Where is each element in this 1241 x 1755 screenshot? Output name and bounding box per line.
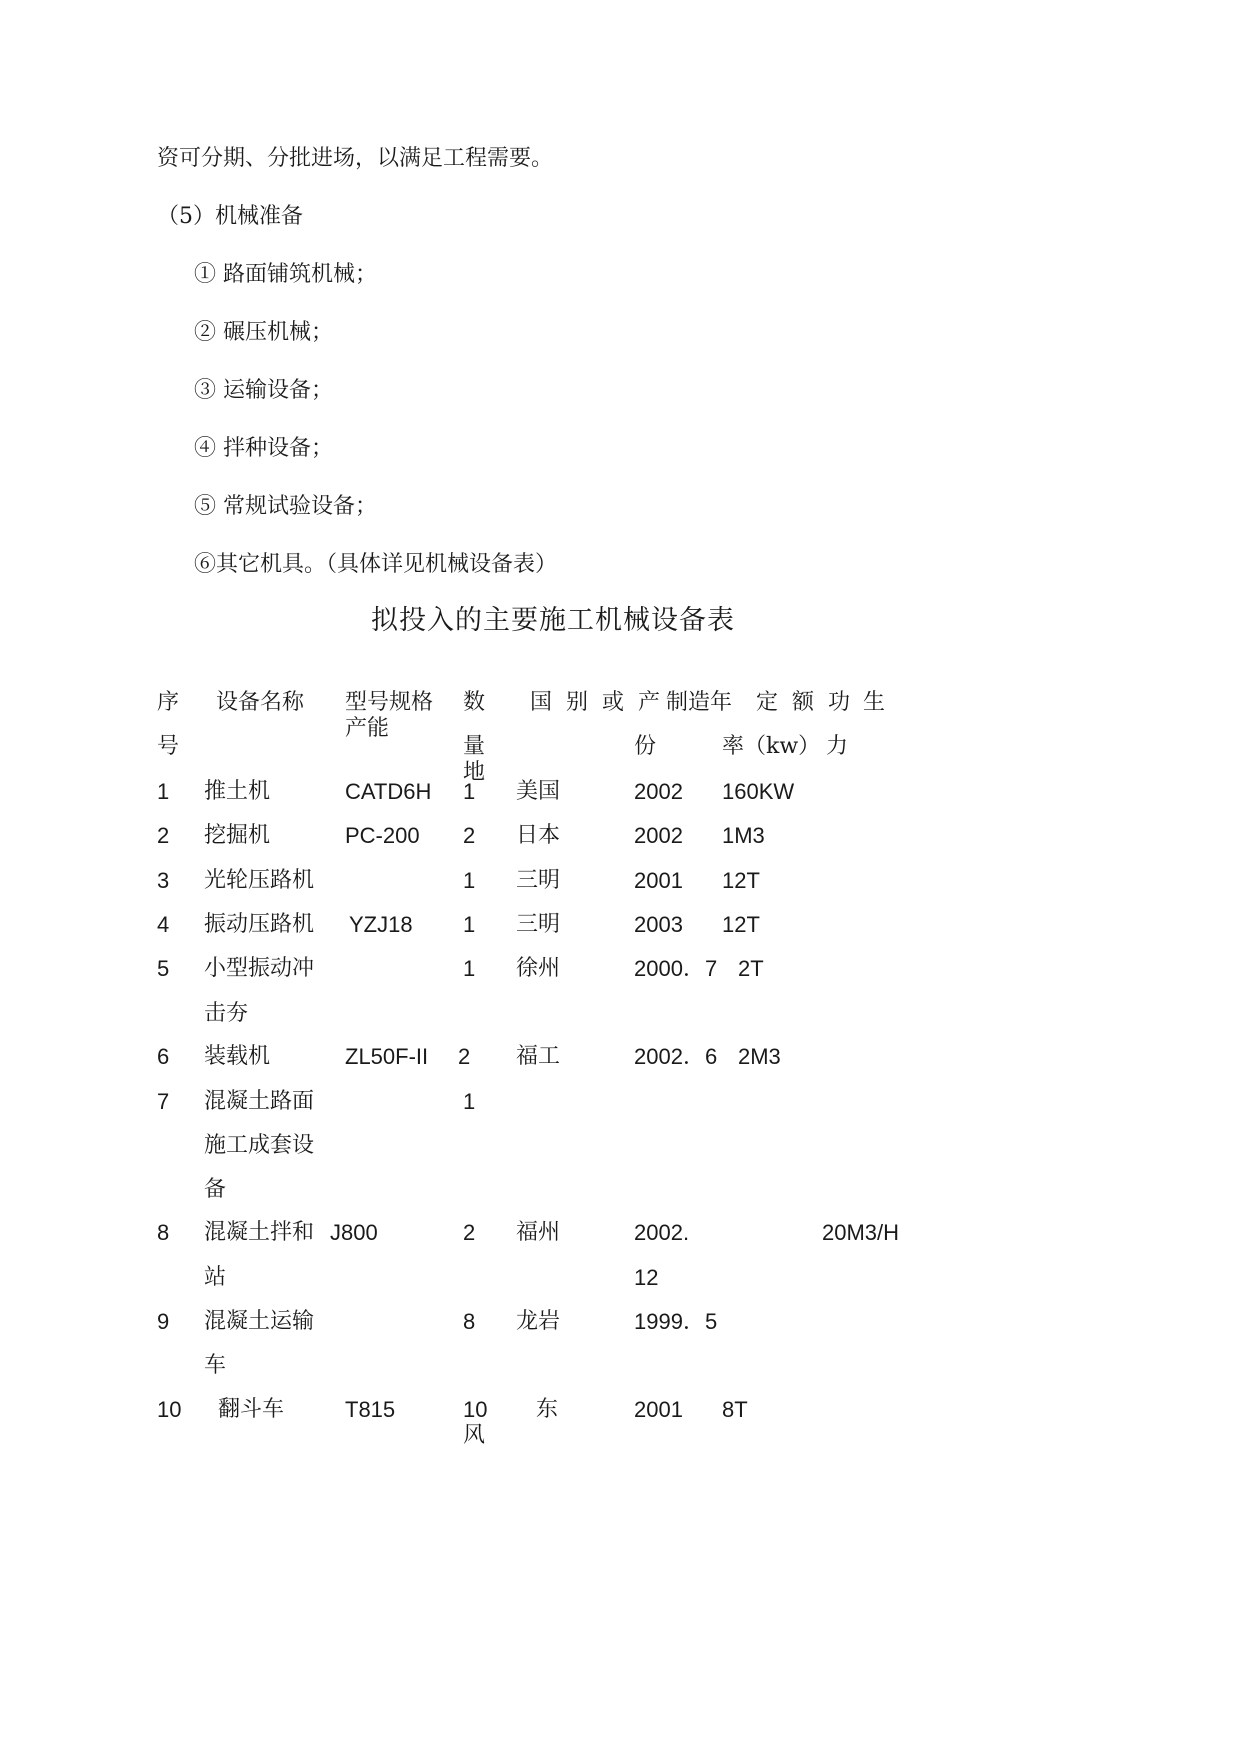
cell-origin: 徐州	[516, 956, 561, 981]
cell-qty: 10	[463, 1397, 488, 1422]
cell-year: 2000．7	[634, 956, 718, 981]
cell-power: 8T	[722, 1397, 748, 1422]
header-model: 产能	[345, 716, 390, 741]
cell-origin: 福州	[516, 1220, 561, 1245]
cell-year: 2002	[634, 779, 683, 804]
cell-power: 2M3	[738, 1044, 781, 1069]
cell-qty: 2	[463, 823, 476, 848]
cell-year: 2002．6	[634, 1044, 718, 1069]
cell-name: 振动压路机	[204, 912, 315, 937]
cell-name: 混凝土路面	[204, 1089, 315, 1114]
header-origin: 国别或产	[530, 690, 675, 715]
cell-qty: 1	[463, 956, 476, 981]
cell-qty: 1	[463, 779, 476, 804]
cell-origin: 日本	[516, 823, 561, 848]
cell-name: 混凝土拌和	[204, 1220, 315, 1245]
cell-seq: 1	[157, 779, 170, 804]
header-qty: 量	[463, 734, 486, 759]
cell-year: 2001	[634, 1397, 683, 1422]
header-seq: 序	[157, 690, 180, 715]
header-power: 率（kw）	[722, 734, 821, 759]
header-qty: 数	[463, 690, 486, 715]
header-production: 力	[826, 734, 849, 759]
cell-qty: 1	[463, 912, 476, 937]
cell-name: 小型振动冲	[204, 956, 315, 981]
cell-model: YZJ18	[349, 912, 413, 937]
cell-power: 2T	[738, 956, 764, 981]
cell-model: T815	[345, 1397, 396, 1422]
section-heading: （5）机械准备	[157, 204, 303, 229]
cell-model: CATD6H	[345, 779, 432, 804]
cell-model: PC-200	[345, 823, 420, 848]
cell-origin: 风	[463, 1423, 486, 1448]
cell-origin: 龙岩	[516, 1309, 561, 1334]
cell-seq: 7	[157, 1089, 170, 1114]
header-seq: 号	[157, 734, 180, 759]
cell-origin: 美国	[516, 779, 561, 804]
header-model: 型号规格	[345, 690, 434, 715]
cell-name: 翻斗车	[218, 1397, 285, 1422]
list-item: ③ 运输设备；	[194, 378, 333, 403]
list-item: ⑥其它机具。（具体详见机械设备表）	[194, 552, 558, 577]
cell-origin: 福工	[516, 1044, 561, 1069]
cell-name: 装载机	[204, 1044, 271, 1069]
cell-name: 站	[204, 1265, 227, 1290]
cell-qty: 1	[463, 1089, 476, 1114]
cell-name: 施工成套设	[204, 1133, 315, 1158]
cell-seq: 4	[157, 912, 170, 937]
cell-name: 车	[204, 1353, 227, 1378]
table-title: 拟投入的主要施工机械设备表	[371, 605, 735, 636]
cell-seq: 5	[157, 956, 170, 981]
cell-power: 160KW	[722, 779, 795, 804]
header-year: 制造年	[666, 690, 733, 715]
cell-qty: 8	[463, 1309, 476, 1334]
cell-year: 2002	[634, 823, 683, 848]
cell-origin: 东	[536, 1397, 559, 1422]
cell-name: 推土机	[204, 779, 271, 804]
cell-name: 挖掘机	[204, 823, 271, 848]
list-item: ① 路面铺筑机械；	[194, 262, 377, 287]
cell-power: 1M3	[722, 823, 765, 848]
intro-line: 资可分期、分批进场，以满足工程需要。	[157, 146, 554, 171]
cell-name: 混凝土运输	[204, 1309, 315, 1334]
header-qty: 地	[463, 760, 486, 785]
list-item: ⑤ 常规试验设备；	[194, 494, 377, 519]
cell-year: 12	[634, 1265, 659, 1290]
cell-qty: 2	[458, 1044, 471, 1069]
list-item: ② 碾压机械；	[194, 320, 333, 345]
cell-year: 1999．5	[634, 1309, 718, 1334]
cell-name: 击夯	[204, 1001, 249, 1026]
cell-seq: 10	[157, 1397, 182, 1422]
cell-year: 2003	[634, 912, 683, 937]
cell-power: 12T	[722, 912, 760, 937]
cell-name: 光轮压路机	[204, 868, 315, 893]
header-power: 定额功	[756, 690, 865, 715]
header-production: 生	[863, 690, 886, 715]
cell-qty: 1	[463, 868, 476, 893]
cell-qty: 2	[463, 1220, 476, 1245]
cell-origin: 三明	[516, 868, 561, 893]
cell-production: 20M3/H	[822, 1220, 900, 1245]
header-name: 设备名称	[216, 690, 305, 715]
cell-seq: 8	[157, 1220, 170, 1245]
cell-seq: 3	[157, 868, 170, 893]
cell-name: 备	[204, 1177, 227, 1202]
cell-year: 2001	[634, 868, 683, 893]
cell-model: ZL50F-II	[345, 1044, 429, 1069]
cell-model: J800	[330, 1220, 378, 1245]
cell-year: 2002.	[634, 1220, 690, 1245]
list-item: ④ 拌种设备；	[194, 436, 333, 461]
cell-seq: 2	[157, 823, 170, 848]
cell-seq: 9	[157, 1309, 170, 1334]
cell-power: 12T	[722, 868, 760, 893]
cell-seq: 6	[157, 1044, 170, 1069]
cell-origin: 三明	[516, 912, 561, 937]
header-year: 份	[634, 734, 657, 759]
